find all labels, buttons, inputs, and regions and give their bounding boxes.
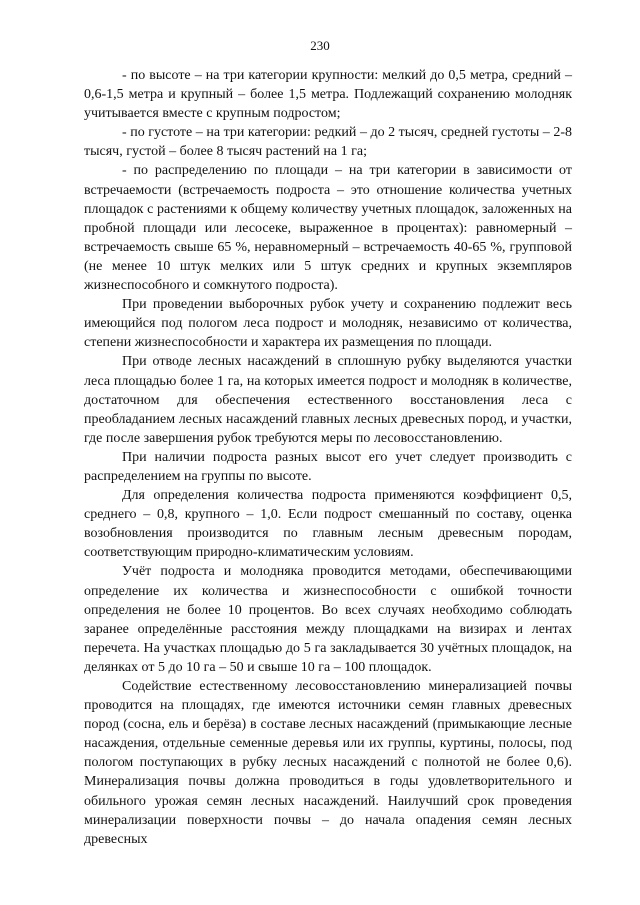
paragraph-height-groups: При наличии подроста разных высот его учет следует производить с распределением на группы по высоте. (84, 449, 572, 484)
paragraph-height-categories: - по высоте – на три категории крупности: мелкий до 0,5 метра, средний – 0,6-1,5 метра и крупный – более 1,5 метра. Подлежащий сохранению молодняк учитывается вместе с крупным подростом; (84, 68, 572, 122)
paragraph-counting-methods: Учёт подроста и молодняка проводится методами, обеспечивающими определение их количества и жизнеспособности с ошибкой точности определения не более 10 процентов. Во всех случаях необходимо соблюдать заранее определённые расстояния между площадками на визирах и лентах перечета. На участках площадью до 5 га закладывается 30 учётных площадок, на делянках от 5 до 10 га – 50 и свыше 10 га – 100 площадок. (84, 564, 572, 675)
page-number: 230 (310, 38, 330, 53)
body-text (84, 66, 572, 849)
paragraph-clear-felling: При отводе лесных насаждений в сплошную рубку выделяются участки леса площадью более 1 га, на которых имеется подрост и молодняк в количестве, достаточном для обеспечения естественного восстановления леса с преобладанием лесных насаждений главных лесных древесных пород, и участки, где после завершения рубок требуются меры по лесовосстановлению. (84, 354, 572, 446)
paragraph-selective-felling: При проведении выборочных рубок учету и сохранению подлежит весь имеющийся под пологом леса подрост и молодняк, независимо от количества, степени жизнеспособности и характера их размещения по площади. (84, 297, 572, 351)
paragraph-coefficients: Для определения количества подроста применяются коэффициент 0,5, среднего – 0,8, крупного – 1,0. Если подрост смешанный по составу, оценка возобновления производится по главным лесным древесным породам, соответствующим природно-климатическим условиям. (84, 488, 572, 561)
paragraph-soil-mineralization: Содействие естественному лесовосстановлению минерализацией почвы проводится на площадях, где имеются источники семян главных древесных пород (сосна, ель и берёза) в составе лесных насаждений (примыкающие лесные насаждения, отдельные семенные деревья или их группы, куртины, полосы, под пологом поступающих в рубку лесных насаждений с полнотой не более 0,6). Минерализация почвы должна проводиться в годы удовлетворительного и обильного урожая семян лесных насаждений. Наилучший срок проведения минерализации поверхности почвы – до начала опадения семян лесных древесных (84, 679, 572, 847)
paragraph-distribution-categories: - по распределению по площади – на три категории в зависимости от встречаемости (встречаемость подроста – это отношение количества учетных площадок с растениями к общему количеству учетных площадок, заложенных на пробной площади или лесосеке, выраженное в процентах): равномерный – встречаемость свыше 65 %, неравномерный – встречаемость 40-65 %, групповой (не менее 10 штук мелких или 5 штук средних и крупных экземпляров жизнеспособного и сомкнутого подроста). (84, 163, 572, 294)
paragraph-density-categories: - по густоте – на три категории: редкий – до 2 тысяч, средней густоты – 2-8 тысяч, густой – более 8 тысяч растений на 1 га; (84, 125, 572, 160)
